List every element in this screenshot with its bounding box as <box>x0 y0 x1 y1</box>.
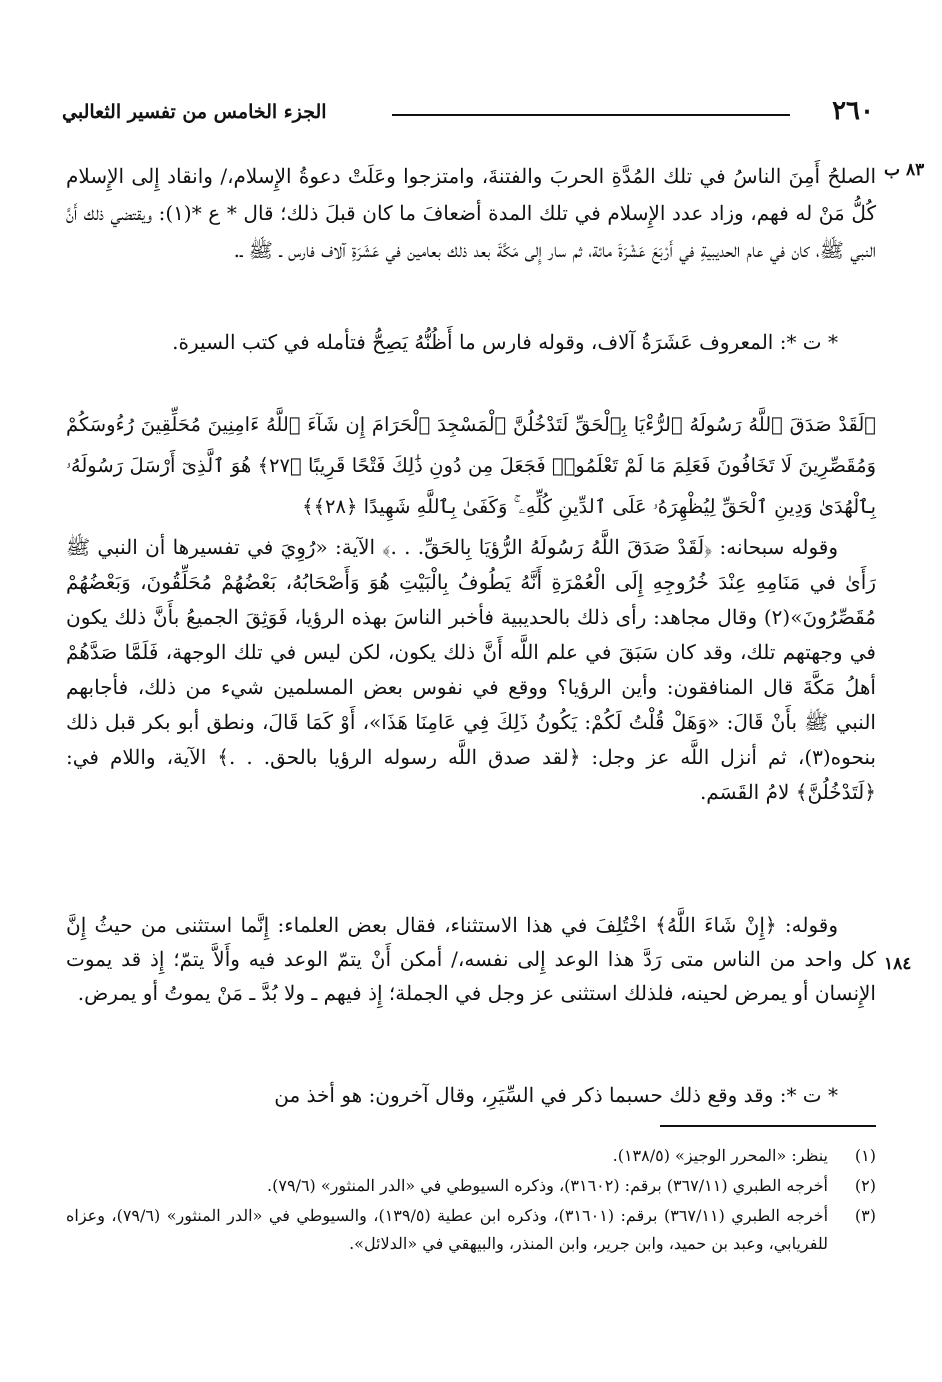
footnote-text: ينظر: «المحرر الوجيز» (١٣٨/٥). <box>612 1146 828 1165</box>
footnote-separator <box>660 1125 876 1127</box>
footnote-text: أخرجه الطبري (٣٦٧/١١) برقم: (٣١٦٠١)، وذكره ابن عطية (١٣٩/٥)، والسيوطي في «الدر المنثور» (٧٩/٦)، وعزاه للفريابي، وعبد بن حميد، وابن جرير، وابن المنذر، والبيهقي في «الدلائل». <box>66 1206 829 1253</box>
margin-folio-note: ١٨٤ <box>884 954 912 974</box>
paragraph <box>66 158 876 269</box>
footnote-number: (٣) <box>854 1206 876 1225</box>
paragraph-text: الصلحُ أَمِنَ الناسُ في تلك المُدَّةِ الحربَ والفتنةَ، وامتزجوا وعَلَتْ دعوةُ الإِسلام،/ وانقاد إِلى الإِسلام كُلُّ مَنْ له فهم، وزاد عدد الإِسلام في تلك المدة أضعافَ ما كان قبلَ ذلك؛ قال * ع *(١): ويقتضي ذلك أَنَّ النبي ﷺ، كان في عام الحديبيةِ في أَرْبَعَ عَشْرَةَ مائة، ثم سار إِلى مَكَّةَ بعد ذلك بعامين في عَشَرَةِ آلاف فارس ـ ﷺ ـ. <box>66 164 877 262</box>
footnotes <box>66 1142 876 1260</box>
paragraph-text: * ت *: وقد وقع ذلك حسبما ذكر في السِّيَرِ، وقال آخرون: هو أخذ من <box>274 1083 838 1107</box>
running-title: الجزء الخامس من تفسير الثعالبي <box>62 101 327 123</box>
quran-verse-text: ﴿لَقَدْ صَدَقَ ٱللَّهُ رَسُولَهُ ٱلرُّءْيَا بِٱلْحَقِّ لَتَدْخُلُنَّ ٱلْمَسْجِدَ ٱلْحَرَامَ إِن شَآءَ ٱللَّهُ ءَامِنِينَ مُحَلِّقِينَ رُءُوسَكُمْ وَمُقَصِّرِينَ لَا تَخَافُونَ فَعَلِمَ مَا لَمْ تَعْلَمُوا۟ فَجَعَلَ مِن دُونِ ذَٰلِكَ فَتْحًا قَرِيبًا ﴿٢٧﴾ هُوَ ٱلَّذِىٓ أَرْسَلَ رَسُولَهُۥ بِٱلْهُدَىٰ وَدِينِ ٱلْحَقِّ لِيُظْهِرَهُۥ عَلَى ٱلدِّينِ كُلِّهِۦ ۚ وَكَفَىٰ بِٱللَّهِ شَهِيدًا ﴿٢٨﴾﴾ <box>66 413 876 518</box>
page-header <box>62 96 874 132</box>
quran-verse-block <box>66 404 876 527</box>
header-rule <box>392 114 790 116</box>
paragraph-text: * ت *: المعروف عَشَرَةُ آلاف، وقوله فارس ما أَظُنُّهُ يَصِحُّ فتأمله في كتب السيرة. <box>172 330 838 354</box>
paragraph <box>66 1078 876 1112</box>
margin-folio-note: ٨٣ ب <box>884 160 925 180</box>
paragraph <box>66 323 876 361</box>
footnote-text: أخرجه الطبري (٣٦٧/١١) برقم: (٣١٦٠٢)، وذكره السيوطي في «الدر المنثور» (٧٩/٦). <box>267 1176 828 1195</box>
paragraph-text: وقوله: ﴿إِنْ شَاءَ اللَّهُ﴾ اخْتُلِفَ في هذا الاستثناء، فقال بعض العلماء: إِنَّما استثنى من حيثُ إِنَّ كل واحد من الناس متى رَدَّ هذا الوعد إِلى نفسه،/ أمكن أَنْ يتمّ الوعد فيه وأَلاَّ يتمّ؛ إِذ قد يموت الإِنسان أو يمرض لحينه، فلذلك استثنى عز وجل في الجملة؛ إِذ فيهم ـ ولا بُدَّ ـ مَنْ يموتُ أو يمرض. <box>66 913 876 1005</box>
footnote <box>66 1142 876 1170</box>
footnote <box>66 1202 876 1258</box>
paragraph <box>66 530 876 810</box>
footnote-number: (١) <box>854 1146 876 1165</box>
footnote-number: (٢) <box>854 1176 876 1195</box>
paragraph-text: وقوله سبحانه: ﴿لَقَدْ صَدَقَ اللَّهُ رَسُولَهُ الرُّؤيَا بِالحَقِّ. . .﴾ الآية: «رُوِيَ في تفسيرها أن النبي ﷺ رَأَىٰ في مَنَامِهِ عِنْدَ خُرُوجِهِ إِلَى الْعُمْرَةِ أَنَّهُ يَطُوفُ بِالْبَيْتِ هُوَ وَأَصْحَابُهُ، بَعْضُهُمْ مُحَلِّقُونَ، وَبَعْضُهُمْ مُقَصِّرُونَ»(٢) وقال مجاهد: رأى ذلك بالحديبية فأخبر الناسَ بهذه الرؤيا، فَوَثِقَ الجميعُ بأَنَّ ذلك يكون في وجهتهم تلك، وقد كان سَبَقَ في علم اللَّه أَنَّ ذلك يكون، لكن ليس في تلك الوجهة، فَلَمَّا صَدَّهُمْ أهلُ مَكَّةَ قال المنافقون: وأين الرؤيا؟ ووقع في نفوس بعض المسلمين شيء من ذلك، فأجابهم النبي ﷺ بأَنْ قَالَ: «وَهَلْ قُلْتُ لَكُمْ: يَكُونُ ذَلِكَ فِي عَامِنَا هَذَا»، أَوْ كَمَا قَالَ، ونطق أبو بكر قبل ذلك بنحوه(٣)، ثم أنزل اللَّه عز وجل: ﴿لقد صدق اللَّه رسوله الرؤيا بالحق. . .﴾ الآية، واللام في: ﴿لَتَدْخُلُنَّ﴾ لامُ القَسَم. <box>66 535 876 804</box>
page-number: ٢٦٠ <box>832 96 874 126</box>
paragraph <box>66 908 876 1010</box>
footnote <box>66 1172 876 1200</box>
